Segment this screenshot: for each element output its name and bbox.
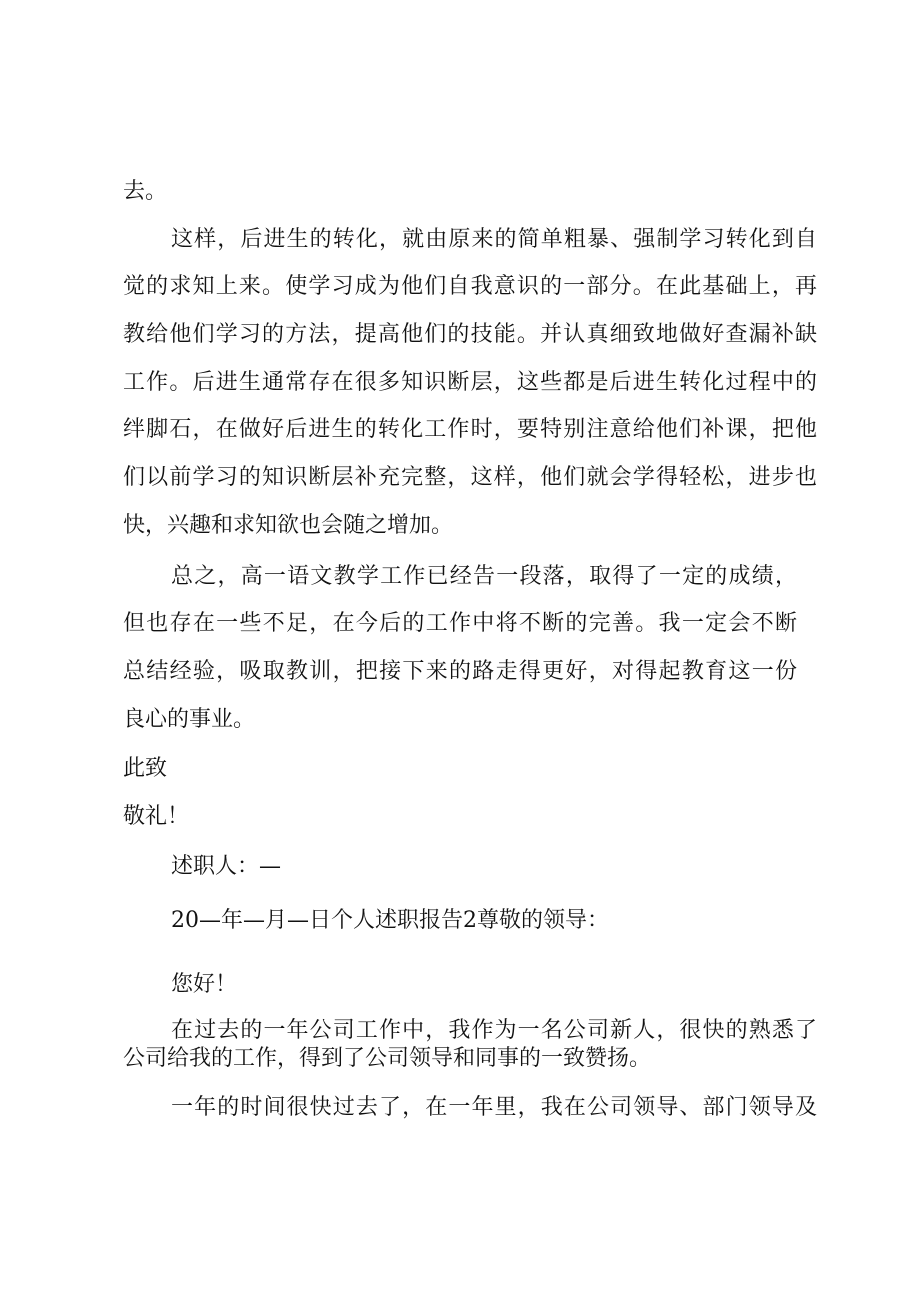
text-line: 们以前学习的知识断层补充完整，这样，他们就会学得轻松，进步也 <box>123 465 817 490</box>
text-line: 但也存在一些不足，在今后的工作中将不断的完善。我一定会不断 <box>123 611 797 636</box>
text-line: 总结经验，吸取教训，把接下来的路走得更好，对得起教育这一份 <box>123 659 797 684</box>
salutation-line: 敬礼！ <box>123 804 190 829</box>
text-line: 良心的事业。 <box>123 707 256 732</box>
signature-line: 述职人：— <box>171 854 282 879</box>
text-line: 觉的求知上来。使学习成为他们自我意识的一部分。在此基础上，再 <box>123 274 817 299</box>
text-line: 在过去的一年公司工作中，我作为一名公司新人，很快的熟悉了 <box>171 1018 817 1043</box>
text-line: 快，兴趣和求知欲也会随之增加。 <box>123 513 454 538</box>
text-line: 总之，高一语文教学工作已经告一段落，取得了一定的成绩， <box>171 564 797 589</box>
text-line: 公司给我的工作，得到了公司领导和同事的一致赞扬。 <box>123 1046 652 1071</box>
text-line: 这样，后进生的转化，就由原来的简单粗暴、强制学习转化到自 <box>171 227 817 252</box>
heading-line: 20—年—月—日个人述职报告2尊敬的领导： <box>171 908 609 933</box>
text-line: 工作。后进生通常存在很多知识断层，这些都是后进生转化过程中的 <box>123 370 817 395</box>
text-line: 一年的时间很快过去了，在一年里，我在公司领导、部门领导及 <box>171 1095 817 1120</box>
text-line: 绊脚石，在做好后进生的转化工作时，要特别注意给他们补课，把他 <box>123 417 817 442</box>
salutation-line: 此致 <box>123 756 168 781</box>
text-line: 去。 <box>123 179 168 204</box>
greeting-line: 您好！ <box>171 972 238 997</box>
text-line: 教给他们学习的方法，提高他们的技能。并认真细致地做好查漏补缺 <box>123 322 817 347</box>
